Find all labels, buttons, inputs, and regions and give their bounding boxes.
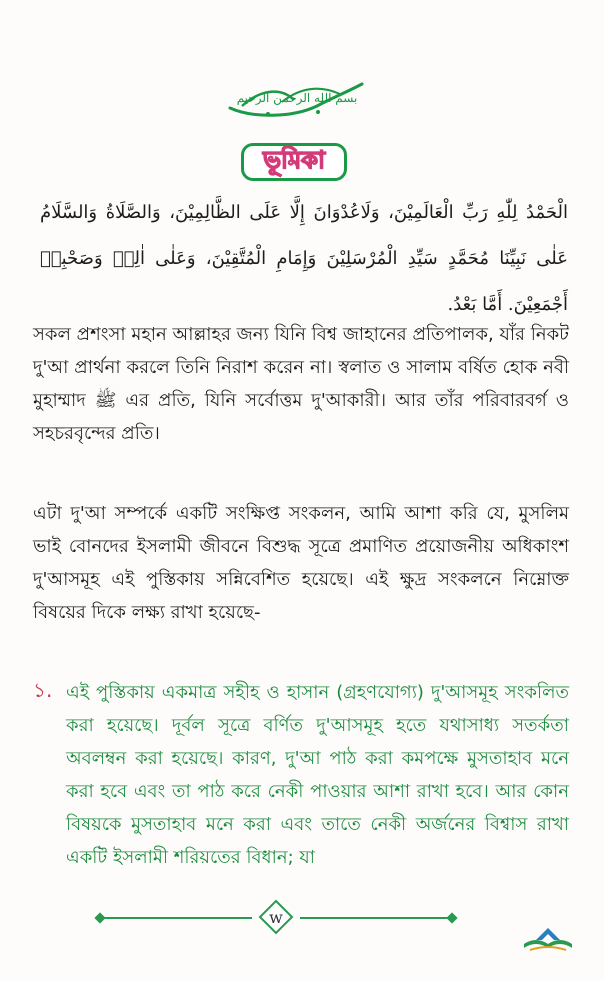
page-number-mark — [258, 899, 294, 935]
page-number-text: w — [269, 908, 283, 927]
page-title: ভূমিকা — [263, 146, 325, 174]
list-item-text: এই পুস্তিকায় একমাত্র সহীহ ও হাসান (গ্রহণযোগ্য) দু'আসমূহ সংকলিত করা হয়েছে। দূর্বল সূত্রে বর্ণিত দু'আসমূহ হতে যথাসাধ্য সতর্কতা অবলম্বন করা হয়েছে। কারণ, দু'আ পাঠ করা কমপক্ষে মুসতাহাব মনে করা হবে এবং তা পাঠ করে নেকী পাওয়ার আশা রাখা হবে। আর কোন বিষয়কে মুসতাহাব মনে করা এবং তাতে নেকী অর্জনের বিশ্বাস রাখা একটি ইসলামী শরিয়তের বিধান; যা — [66, 682, 569, 868]
bismillah-calligraphy — [222, 78, 372, 122]
bismillah-text: بسم الله الرحمن الرحيم — [236, 91, 358, 105]
footer-diamond-right — [446, 912, 457, 923]
list-item-number: ১. — [33, 678, 53, 702]
footer-divider-right — [300, 917, 452, 919]
publisher-book-logo-icon — [520, 924, 576, 956]
footer-diamond-left — [94, 912, 105, 923]
footer-divider-left — [100, 917, 252, 919]
title-badge — [241, 143, 347, 181]
paragraph-intro: এটা দু'আ সম্পর্কে একটি সংক্ষিপ্ত সংকলন, আমি আশা করি যে, মুসলিম ভাই বোনদের ইসলামী জীবনে বিশুদ্ধ সূত্রে প্রমাণিত প্রয়োজনীয় অধিকাংশ দু'আসমূহ এই পুস্তিকায় সন্নিবেশিত হয়েছে। এই ক্ষুদ্র সংকলনে নিম্নোক্ত বিষয়ের দিকে লক্ষ্য রাখা হয়েছে- — [33, 503, 569, 623]
paragraph-praise: সকল প্রশংসা মহান আল্লাহর জন্য যিনি বিশ্ব জাহানের প্রতিপালক, যাঁর নিকট দু'আ প্রার্থনা করলে তিনি নিরাশ করেন না। স্বলাত ও সালাম বর্ষিত হোক নবী মুহাম্মাদ ﷺ এর প্রতি, যিনি সর্বোত্তম দু'আকারী। আর তাঁর পরিবারবর্গ ও সহচরবৃন্দের প্রতি। — [33, 324, 570, 444]
arabic-opening-text: الْحَمْدُ لِلّٰهِ رَبِّ الْعَالَمِيْنَ، وَلَاعُدْوَانَ إِلَّا عَلَى الظَّالِمِيْنَ، وَالصَّلَاةُ وَالسَّلَامُ عَلٰى نَبِيِّنَا مُحَمَّدٍ سَيِّدِ الْمُرْسَلِيْنَ وَإِمَامِ الْمُتَّقِيْنَ، وَعَلٰى اٰلِهٖ وَصَحْبِهٖ أَجْمَعِيْنَ. أَمَّا بَعْدُ. — [40, 202, 568, 315]
